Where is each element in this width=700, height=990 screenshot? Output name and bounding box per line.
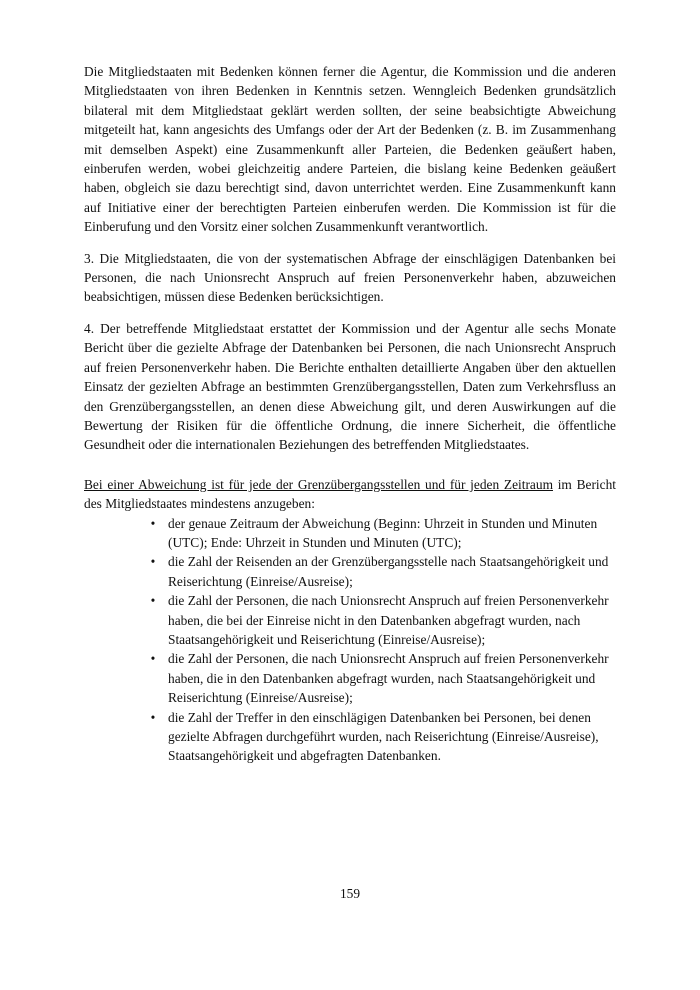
bullet-icon: •: [150, 593, 156, 609]
bullet-icon: •: [150, 515, 156, 531]
list-item-text: der genaue Zeitraum der Abweichung (Beginn: Uhrzeit in Stunden und Minuten (UTC); Ende: Uhrzeit in Stunden und Minuten (UTC);: [168, 515, 598, 550]
paragraph-3: 3. Die Mitgliedstaaten, die von der systematischen Abfrage der einschlägigen Datenbanken bei Personen, die nach Unionsrecht Anspruch auf freien Personenverkehr haben, abzuweichen beabsichtigen, müssen diese Bedenken berücksichtigen.: [84, 250, 616, 305]
list-item: [150, 591, 616, 649]
list-intro-rest: im Bericht des Mitgliedstaates mindestens anzugeben:: [84, 476, 616, 512]
list-item-text: die Zahl der Treffer in den einschlägigen Datenbanken bei Personen, bei denen gezielte Abfragen durchgeführt wurden, nach Reiserichtung (Einreise/Ausreise), Staatsangehörigkeit und abgefragten Datenbanken.: [168, 709, 599, 764]
list-item-text: die Zahl der Reisenden an der Grenzübergangsstelle nach Staatsangehörigkeit und Reiserichtung (Einreise/Ausreise);: [168, 554, 609, 589]
bullet-icon: •: [150, 554, 156, 570]
list-intro-underlined: Bei einer Abweichung ist für jede der Grenzübergangsstellen und für jeden Zeitraum: [84, 476, 553, 492]
list-item: [150, 514, 616, 553]
page-body: [84, 62, 616, 766]
list-item: [150, 649, 616, 707]
paragraph-4: 4. Der betreffende Mitgliedstaat erstattet der Kommission und der Agentur alle sechs Monate Bericht über die gezielte Abfrage der Datenbanken bei Personen, die nach Unionsrecht Anspruch auf freien Personenverkehr haben. Die Berichte enthalten detaillierte Angaben über den aktuellen Einsatz der gezielten Abfrage an bestimmten Grenzübergangsstellen, Daten zum Verkehrsfluss an den Grenzübergangsstellen, an denen diese Abweichung gilt, und deren Auswirkungen auf die Bewertung der Risiken für die öffentliche Ordnung, die innere Sicherheit, die öffentliche Gesundheit oder die internationalen Beziehungen des betreffenden Mitgliedstaates.: [84, 320, 616, 453]
list-intro: [84, 475, 616, 514]
list-item-text: die Zahl der Personen, die nach Unionsrecht Anspruch auf freien Personenverkehr haben, die in den Datenbanken abgefragt wurden, nach Staatsangehörigkeit und Reiserichtung (Einreise/Ausreise);: [168, 651, 609, 706]
bullet-icon: •: [150, 709, 156, 725]
bullet-icon: •: [150, 651, 156, 667]
report-requirements-list: [84, 514, 616, 766]
page-number: 159: [339, 886, 361, 901]
paragraph-concerns: Die Mitgliedstaaten mit Bedenken können ferner die Agentur, die Kommission und die anderen Mitgliedstaaten von ihren Bedenken in Kenntnis setzen. Wenngleich Bedenken grundsätzlich bilateral mit dem Mitgliedstaat geklärt werden sollten, der seine beabsichtigte Abweichung mitgeteilt hat, kann angesichts des Umfangs oder der Art der Bedenken (z. B. im Zusammenhang mit demselben Aspekt) eine Zusammenkunft aller Parteien, die Bedenken geäußert haben, einberufen werden, wobei gleichzeitig andere Parteien, die bislang keine Bedenken geäußert haben, obgleich sie dazu berechtigt sind, davon unterrichtet werden. Eine Zusammenkunft kann auf Initiative einer der berechtigten Parteien einberufen werden. Die Kommission ist für die Einberufung und den Vorsitz einer solchen Zusammenkunft verantwortlich.: [84, 64, 616, 235]
list-item: [150, 708, 616, 766]
list-item: [150, 552, 616, 591]
list-item-text: die Zahl der Personen, die nach Unionsrecht Anspruch auf freien Personenverkehr haben, die bei der Einreise nicht in den Datenbanken abgefragt wurden, nach Staatsangehörigkeit und Reiserichtung (Einreise/Ausreise);: [168, 593, 609, 647]
